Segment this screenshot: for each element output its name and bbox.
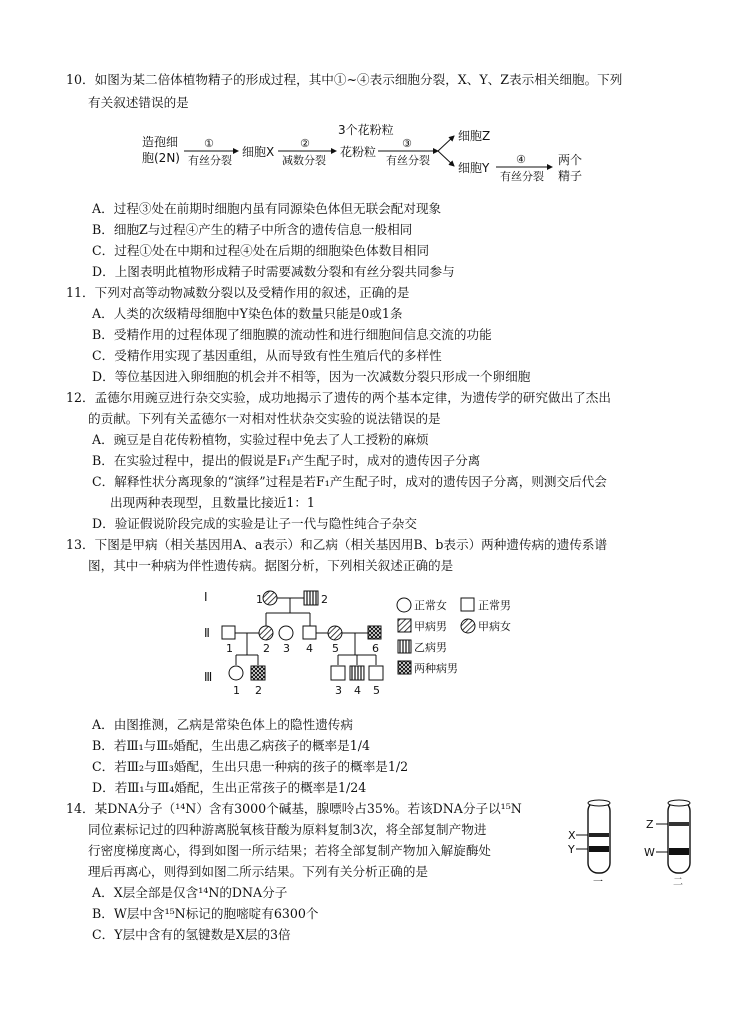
- q14-stem-line3: 行密度梯度离心，得到如图一所示结果；若将全部复制产物加入解旋酶处: [88, 843, 491, 858]
- legend-a-female: 甲病女: [478, 620, 511, 633]
- g1-1-a-female: [263, 591, 277, 605]
- g2-6-both-male: [368, 626, 381, 639]
- cell-spore-label2: 胞(2N): [142, 151, 180, 165]
- sperm-label2: 精子: [558, 169, 583, 183]
- legend-both-male-icon: [398, 661, 411, 674]
- q14-option-a: A．X层全部是仅含¹⁴N的DNA分子: [92, 885, 288, 900]
- q11-option-a: A．人类的次级精母细胞中Y染色体的数量只能是0或1条: [92, 306, 403, 321]
- sperm-label1: 两个: [558, 153, 583, 167]
- band-z: [669, 822, 689, 826]
- g3-num-1: 1: [233, 684, 240, 697]
- q12-stem-line1: 12．孟德尔用豌豆进行杂交实验，成功地揭示了遗传的两个基本定律，为遗传学的研究做出了杰出: [66, 390, 611, 405]
- g3-num-2: 2: [255, 684, 262, 697]
- g3-num-4: 4: [354, 684, 361, 697]
- g1-num-2: 2: [321, 593, 328, 606]
- q10-option-c: C．过程①处在中期和过程④处在后期的细胞染色体数目相同: [92, 243, 430, 258]
- band-w: [669, 848, 689, 855]
- q14-option-b: B．W层中含¹⁵N标记的胞嘧啶有6300个: [92, 906, 319, 921]
- q14-stem-line2: 同位素标记过的四种游离脱氧核苷酸为原料复制3次，将全部复制产物进: [88, 822, 487, 837]
- gen-label-1: Ⅰ: [204, 590, 208, 604]
- g3-num-5: 5: [373, 684, 380, 697]
- q10-option-d: D．上图表明此植物形成精子时需要减数分裂和有丝分裂共同参与: [92, 264, 455, 279]
- legend-both-male: 两种病男: [414, 662, 458, 675]
- q10-flow-diagram: [140, 120, 600, 192]
- step2-mark: ②: [300, 137, 310, 150]
- g1-num-1: 1: [256, 593, 263, 606]
- q14-option-c: C．Y层中含有的氢键数是X层的3倍: [92, 927, 291, 942]
- q12-option-d: D．验证假说阶段完成的实验是让子一代与隐性纯合子杂交: [92, 516, 417, 531]
- legend-normal-female: 正常女: [414, 599, 447, 612]
- div1-label: 有丝分裂: [188, 154, 232, 167]
- q13-pedigree-chart: [198, 583, 538, 703]
- q14-stem-line1: 14．某DNA分子（¹⁴N）含有3000个碱基，腺嘌呤占35%。若该DNA分子以¹⁵N: [66, 801, 522, 816]
- legend-a-male: 甲病男: [414, 620, 447, 633]
- legend-normal-female-icon: [397, 598, 411, 612]
- q13-option-d: D．若Ⅲ₁与Ⅲ₄婚配，生出正常孩子的概率是1/24: [92, 780, 367, 795]
- tube-one-label: 一: [593, 877, 603, 887]
- gen-label-2: Ⅱ: [204, 626, 210, 640]
- g2-num-2: 2: [263, 642, 270, 655]
- g1-2-b-male: [304, 591, 318, 605]
- band-y: [589, 846, 609, 852]
- q10-option-b: B．细胞Z与过程④产生的精子中所含的遗传信息一般相同: [92, 222, 413, 237]
- q13-option-c: C．若Ⅲ₂与Ⅲ₃婚配，生出只患一种病的孩子的概率是1/2: [92, 759, 409, 774]
- q13-option-b: B．若Ⅲ₁与Ⅲ₅婚配，生出患乙病孩子的概率是1/4: [92, 738, 371, 753]
- g3-5-normal-male: [369, 666, 383, 680]
- g2-2-a-female: [259, 626, 273, 640]
- q14-stem-line4: 理后再离心，则得到如图二所示结果。下列有关分析正确的是: [88, 864, 429, 879]
- cell-z-label: 细胞Z: [458, 129, 491, 143]
- div3-label: 有丝分裂: [386, 154, 430, 167]
- q13-stem-line2: 图，其中一种病为伴性遗传病。据图分析，下列相关叙述正确的是: [88, 558, 454, 573]
- q12-option-a: A．豌豆是自花传粉植物，实验过程中免去了人工授粉的麻烦: [92, 432, 429, 447]
- tube-two: [668, 801, 690, 873]
- g2-5-a-female: [328, 626, 342, 640]
- g3-1-normal-female: [229, 666, 243, 680]
- q12-option-c-line1: C．解释性状分离现象的“演绎”过程是若F₁产生配子时，成对的遗传因子分离，则测交后代会: [92, 474, 607, 489]
- g2-num-6: 6: [372, 642, 379, 655]
- g3-4-b-male: [350, 666, 364, 680]
- q14-centrifuge-tubes: [560, 795, 710, 887]
- g2-1-normal-male: [222, 626, 235, 639]
- q12-option-b: B．在实验过程中，提出的假说是F₁产生配子时，成对的遗传因子分离: [92, 453, 481, 468]
- cell-x-label: 细胞X: [242, 145, 275, 159]
- band-x: [589, 833, 609, 837]
- g2-num-1: 1: [226, 642, 233, 655]
- q13-option-a: A．由图推测，乙病是常染色体上的隐性遗传病: [92, 717, 353, 732]
- legend-a-male-icon: [398, 619, 411, 632]
- cell-y-label: 细胞Y: [458, 161, 490, 175]
- g2-num-3: 3: [283, 642, 290, 655]
- q12-stem-line2: 的贡献。下列有关孟德尔一对相对性状杂交实验的说法错误的是: [88, 411, 441, 426]
- g2-3-normal-female: [279, 626, 293, 640]
- q11-option-b: B．受精作用的过程体现了细胞膜的流动性和进行细胞间信息交流的功能: [92, 327, 492, 342]
- tube-two-label: 二: [673, 877, 683, 887]
- q13-stem-line1: 13．下图是甲病（相关基因用A、a表示）和乙病（相关基因用B、b表示）两种遗传病的遗传系谱: [66, 537, 608, 552]
- q11-option-d: D．等位基因进入卵细胞的机会并不相等，因为一次减数分裂只形成一个卵细胞: [92, 369, 531, 384]
- label-x: X: [568, 829, 576, 842]
- g3-2-both-male: [251, 666, 265, 680]
- div4-label: 有丝分裂: [500, 170, 544, 183]
- step4-mark: ④: [516, 153, 526, 166]
- legend-b-male-icon: [398, 640, 411, 653]
- q10-stem-line1: 10．如图为某二倍体植物精子的形成过程，其中①~④表示细胞分裂，X、Y、Z表示相关细胞。下列: [66, 72, 623, 87]
- cell-spore-label1: 造孢细: [142, 135, 179, 149]
- label-z: Z: [646, 818, 654, 831]
- g3-num-3: 3: [335, 684, 342, 697]
- q10-option-a: A．过程③处在前期时细胞内虽有同源染色体但无联会配对现象: [92, 201, 442, 216]
- legend-normal-male-icon: [461, 598, 474, 611]
- q11-option-c: C．受精作用实现了基因重组，从而导致有性生殖后代的多样性: [92, 348, 442, 363]
- step1-mark: ①: [204, 137, 214, 150]
- pollen3-label: 3个花粉粒: [338, 123, 394, 137]
- q12-option-c-line2: 出现两种表现型，且数量比接近1：1: [110, 495, 315, 510]
- q10-stem-line2: 有关叙述错误的是: [88, 95, 189, 110]
- q11-stem: 11．下列对高等动物减数分裂以及受精作用的叙述，正确的是: [66, 285, 410, 300]
- step3-mark: ③: [402, 137, 412, 150]
- div2-label: 减数分裂: [282, 154, 326, 167]
- label-w: W: [644, 846, 655, 859]
- legend-a-female-icon: [461, 619, 475, 633]
- legend-normal-male: 正常男: [478, 599, 511, 612]
- g2-num-4: 4: [306, 642, 313, 655]
- g3-3-normal-male: [331, 666, 345, 680]
- label-y: Y: [568, 843, 575, 856]
- g2-num-5: 5: [332, 642, 339, 655]
- legend-b-male: 乙病男: [414, 641, 447, 654]
- gen-label-3: Ⅲ: [204, 670, 213, 684]
- pollen-label: 花粉粒: [340, 145, 377, 159]
- g2-4-normal-male: [303, 626, 316, 639]
